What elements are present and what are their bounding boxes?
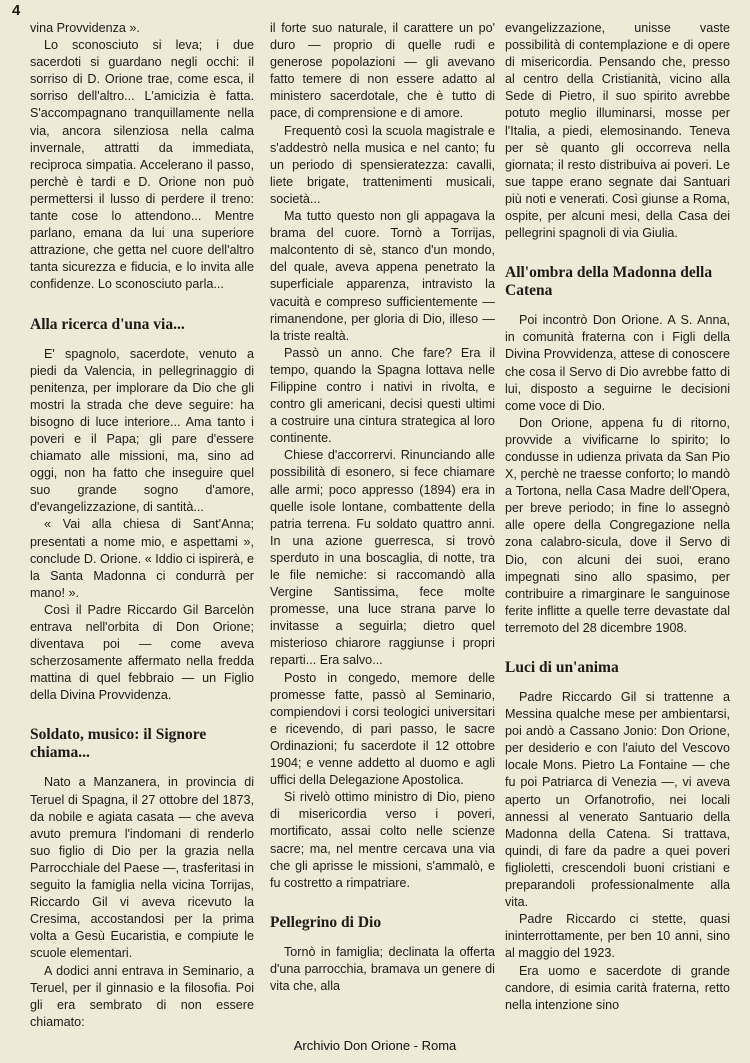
paragraph: Don Orione, appena fu di ritorno, provvide a vivificarne lo spirito; lo condusse in udienza privata da San Pio X, perchè ne traesse conforto; lo mandò a Tortona, nella Casa Madre dell'Opera, per breve periodo; in fine lo assegnò alle opere della Congregazione nella zona calabro-sicula, dove il Servo di Dio, con alcuni dei suoi, erano impegnati sino allo spasimo, per contribuire a rimarginare le sanguinose ferite inflitte a quelle terre devastate dal terremoto del 28 dicembre 1908. [505,415,730,635]
paragraph: Frequentò così la scuola magistrale e s'addestrò nella musica e nel canto; fu un periodo di spensieratezza: cavalli, liete brigate, trattenimenti musicali, società... [270,123,495,206]
paragraph: Chiese d'accorrervi. Rinunciando alle possibilità di esonero, si fece chiamare alle armi; poco appresso (1894) era in quelle isole lontane, combattente della patria terrena. Fu soldato quattro anni. In una azione guerresca, si trovò sperduto in una boscaglia, di notte, tra le file nemiche: si raccomandò alla Vergine Santissima, fece molte promesse, una luce strana parve lo invitasse a seguirla; dietro quel misterioso chiarore raggiunse i propri reparti... Era salvo... [270,448,495,668]
column-1 [30,20,254,1030]
column-2 [270,20,495,1030]
paragraph: vina Provvidenza ». [30,21,140,35]
paragraph: Tornò in famiglia; declinata la offerta d'una parrocchia, bramava un genere di vita che, alla [270,944,495,993]
paragraph: Così il Padre Riccardo Gil Barcelòn entrava nell'orbita di Don Orione; diventava poi — come aveva scherzosamente affermato nella fredda mattina di quel febbraio — un Figlio della Divina Provvidenza. [30,602,254,703]
paragraph: Posto in congedo, memore delle promesse fatte, passò al Seminario, compiendovi i corsi teologici universitari e ricevendo, di pari passo, le sacre Ordinazioni; fu sacerdote il 12 ottobre 1904; e venne addetto al duomo e agli uffici della Delegazione Apostolica. [270,670,495,788]
paragraph: E' spagnolo, sacerdote, venuto a piedi da Valencia, in pellegrinaggio di penitenza, per implorare da Dio che gli mostri la strada che deve seguire: ha bisogno di luce interiore... Ama tanto i poveri e il Papa; gli pare d'essere chiamato alle missioni, ma, sino ad oggi, non ha fatto che inseguire quel suo grande sogno d'amore, d'evangelizzazione, di santità... [30,346,254,515]
paragraph: Lo sconosciuto si leva; i due sacerdoti si guardano negli occhi: il sorriso di D. Orione trae, come esca, il sorriso dell'altro... L'amicizia è fatta. S'accompagnano tranquillamente nella via, ancora silenziosa nella calma invernale, attratti da immediata, reciproca simpatia. Accelerano il passo, perchè è tardi e D. Orione non può permettersi il lusso di perdere il treno: tante cose lo attendono... Mentre parlano, emana da lui una superiore attrazione, che getta nel cuore dell'altro tanta sicurezza e fiducia, e lo invita alle confidenze. Lo sconosciuto parla... [30,38,254,292]
column-3 [505,20,730,1030]
section-heading: Alla ricerca d'una via... [30,315,185,333]
paragraph: Nato a Manzanera, in provincia di Teruel di Spagna, il 27 ottobre del 1873, da nobile e agiata casata — che aveva avuto premura l'indomani di renderlo suo figlio di Dio per la grazia nella Parrocchiale del Paese —, trasferitasi in seguito la famiglia nella vicina Torrijas, Riccardo Gil vi aveva ricevuto la Cresima, accostandosi per la prima volta a Gesù Eucaristia, e compiute le scuole elementari. [30,775,254,961]
paragraph: Padre Riccardo Gil si trattenne a Messina qualche mese per ambientarsi, poi andò a Cassano Jonio: Don Orione, per desiderio e con l'aiuto del Vescovo locale Mons. Pietro La Fontaine — che fu poi Patriarca di Venezia —, vi aveva aperto un Orfanotrofio, nei locali annessi al venerato Santuario della Madonna della Catena. Si trattava, quindi, di fare da padre a quei poveri figlioletti, crescendoli buoni cristiani e preparandoli professionalmente alla vita. [505,690,730,910]
paragraph: Poi incontrò Don Orione. A S. Anna, in comunità fraterna con i Figli della Divina Provvidenza, attese di conoscere che cosa il Servo di Dio avrebbe fatto di lui, disposto a seguirne le decisioni come voce di Dio. [505,313,730,413]
paragraph: « Vai alla chiesa di Sant'Anna; presentati a nome mio, e aspettami », conclude D. Orione. « Iddio ci ispirerà, e la Santa Madonna ci condurrà per mano! ». [30,517,254,600]
paragraph: Si rivelò ottimo ministro di Dio, pieno di misericordia verso i poveri, mortificato, assai colto nelle scienze sacre; ma, nel mentre cercava una via che gli aprisse le missioni, s'ammalò, e fu costretto a rimpatriare. [270,790,495,890]
paragraph: il forte suo naturale, il carattere un po' duro — proprio di quelle rudi e generose popolazioni — gli avevano fatto temere di non essere adatto al ministero sacerdotale, che è tutto di pace, di comprensione e di amore. [270,21,495,121]
paragraph: Ma tutto questo non gli appagava la brama del cuore. Tornò a Torrijas, malcontento di sè, stanco d'un mondo, del quale, aveva appena penetrato la superficiale apparenza, intravisto la vacuità e compreso sufficientemente — rimanendone, per gloria di Dio, illeso — la triste realtà. [270,209,495,343]
archive-footer: Archivio Don Orione - Roma [293,1038,457,1053]
paragraph: Era uomo e sacerdote di grande candore, di esimia carità fraterna, retto nella intenzione sino [505,963,730,1012]
section-heading: Soldato, musico: il Signore chiama... [30,726,207,762]
section-heading: Pellegrino di Dio [270,913,382,931]
section-heading: Luci di un'anima [505,659,619,676]
section-heading: All'ombra della Madonna della Catena [505,264,713,300]
paragraph: evangelizzazione, unisse vaste possibilità di contemplazione e di opere di misericordia. Pensando che, presso al centro della Cristianità, vicino alla Sede di Pietro, il suo spirito avrebbe potuto meglio illuminarsi, mosse per l'Italia, a piedi, elemosinando. Teneva per sè quanto gli occorreva nella giornata; il resto distribuiva ai poveri. Le sue tappe erano segnate dai Santuari più noti e venerati. Così giunse a Roma, ospite, per alcuni mesi, della Casa dei pellegrini spagnoli di via Giulia. [505,21,730,241]
page-number: 4 [12,2,21,19]
paragraph: Padre Riccardo ci stette, quasi ininterrottamente, per ben 10 anni, sino al maggio del 1923. [505,912,730,961]
paragraph: Passò un anno. Che fare? Era il tempo, quando la Spagna lottava nelle Filippine contro i nativi in rivolta, e contro gli americani, decisi questi ultimi a costruire una cintura strategica al loro continente. [270,345,495,446]
paragraph: A dodici anni entrava in Seminario, a Teruel, per il ginnasio e la filosofia. Poi gli era sembrato di non essere chiamato: [30,963,254,1029]
